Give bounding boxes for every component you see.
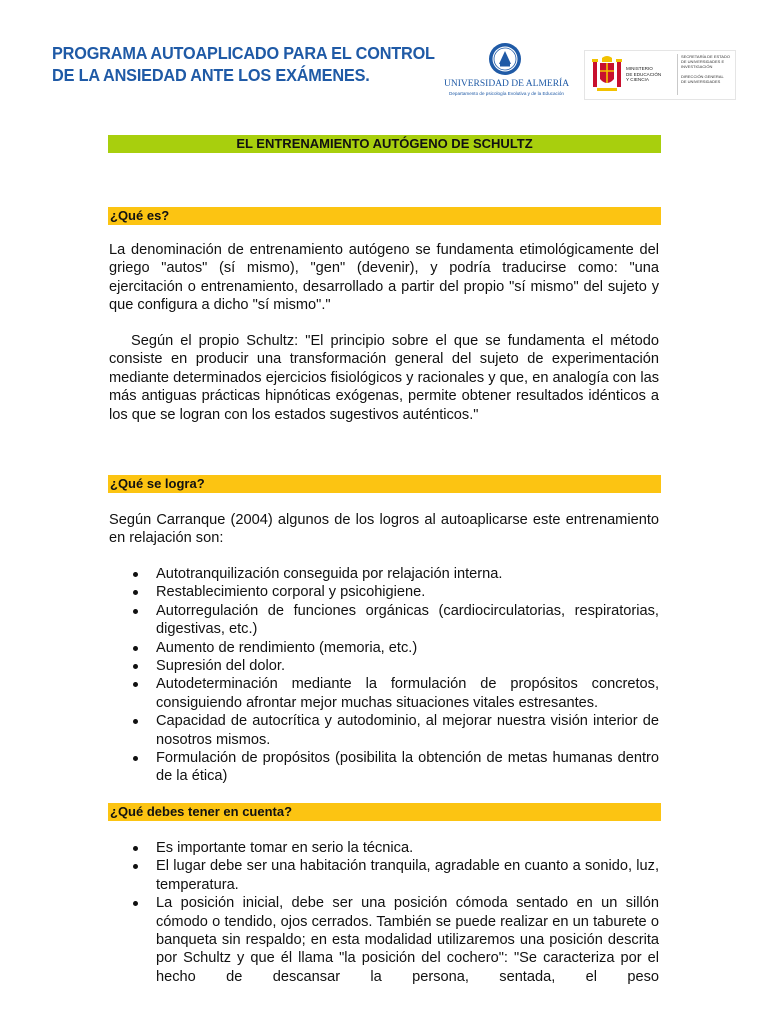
list-item: Autorregulación de funciones orgánicas (cardiocirculatorias, respiratorias, digestivas, etc.) — [130, 602, 659, 639]
list-item: Restablecimiento corporal y psicohigiene. — [130, 583, 659, 601]
list-item: Formulación de propósitos (posibilita la obtención de metas humanas dentro de la ética) — [130, 749, 659, 786]
paragraph-intro-logros: Según Carranque (2004) algunos de los logros al autoaplicarse este entrenamiento en relajación son: — [109, 512, 659, 547]
ministry-sub-line: DE UNIVERSIDADES E — [681, 59, 725, 64]
list-consideraciones — [130, 839, 659, 986]
list-logros — [130, 565, 659, 786]
section-heading-que-es: ¿Qué es? — [108, 207, 661, 225]
ministry-line: Y CIENCIA — [626, 77, 649, 83]
ministry-sub-line: SECRETARÍA DE ESTADO — [681, 54, 730, 59]
main-title: EL ENTRENAMIENTO AUTÓGENO DE SCHULTZ — [108, 135, 661, 153]
paragraph-definition: La denominación de entrenamiento autógeno se fundamenta etimológicamente del griego "autos" (sí mismo), "gen" (devenir), y podría traducirse como: "una ejercitación o entrenamiento, desarrollado a partir del propio "sí mismo" del sujeto y que configura a dicho "sí mismo"." — [109, 242, 659, 314]
ministry-sub-line: INVESTIGACIÓN — [681, 64, 713, 69]
ministry-logo — [584, 50, 736, 100]
university-seal-icon — [488, 42, 522, 76]
header-title-line-1: PROGRAMA AUTOAPLICADO PARA EL CONTROL — [52, 43, 435, 63]
ministry-line: MINISTERIO — [626, 66, 653, 71]
list-item: Es importante tomar en serio la técnica. — [130, 839, 659, 857]
list-item: Aumento de rendimiento (memoria, etc.) — [130, 639, 659, 657]
university-department: Departamento de psicología Evolutiva y de la Educación — [449, 91, 564, 96]
ministry-divider — [677, 54, 678, 95]
section-heading-que-se-logra: ¿Qué se logra? — [108, 475, 661, 493]
list-item: Autotranquilización conseguida por relajación interna. — [130, 565, 659, 583]
ministry-secretariat — [681, 54, 730, 84]
ministry-sub-line: DE UNIVERSIDADES — [681, 79, 721, 84]
section-heading-que-debes-tener-en-cuenta: ¿Qué debes tener en cuenta? — [108, 803, 661, 821]
spain-coat-of-arms-icon — [591, 55, 623, 95]
ministry-line: DE EDUCACIÓN — [626, 71, 662, 77]
list-item: La posición inicial, debe ser una posición cómoda sentado en un sillón cómodo o tendido, ojos cerrados. También se puede realizar en un taburete o banqueta sin respaldo; en esta modalidad utilizaremos una posición descrita por Schultz y que él llama "la posición del cochero": "Se caracteriza por el hecho de descansar la persona, sentada, el peso — [130, 894, 659, 986]
ministry-name — [626, 66, 661, 83]
header-title-line-2: DE LA ANSIEDAD ANTE LOS EXÁMENES. — [52, 65, 370, 85]
document-header-title — [52, 42, 435, 86]
ministry-sub-line: DIRECCIÓN GENERAL — [681, 74, 724, 79]
university-logo — [444, 42, 569, 102]
list-item: El lugar debe ser una habitación tranquila, agradable en cuanto a sonido, luz, temperatura. — [130, 857, 659, 894]
list-item: Supresión del dolor. — [130, 657, 659, 675]
paragraph-schultz-quote: Según el propio Schultz: "El principio sobre el que se fundamenta el método consiste en producir una transformación general del sujeto de experimentación mediante determinados ejercicios fisiológicos y racionales y que, en analogía con las más antiguas prácticas hipnóticas exógenas, permite obtener resultados idénticos a los que se logran con los estados sugestivos auténticos." — [109, 333, 659, 423]
university-name: UNIVERSIDAD DE ALMERÍA — [444, 79, 570, 89]
list-item: Autodeterminación mediante la formulación de propósitos concretos, consiguiendo afrontar mejor muchas situaciones vitales estresantes. — [130, 675, 659, 712]
list-item: Capacidad de autocrítica y autodominio, al mejorar nuestra visión interior de nosotros mismos. — [130, 712, 659, 749]
